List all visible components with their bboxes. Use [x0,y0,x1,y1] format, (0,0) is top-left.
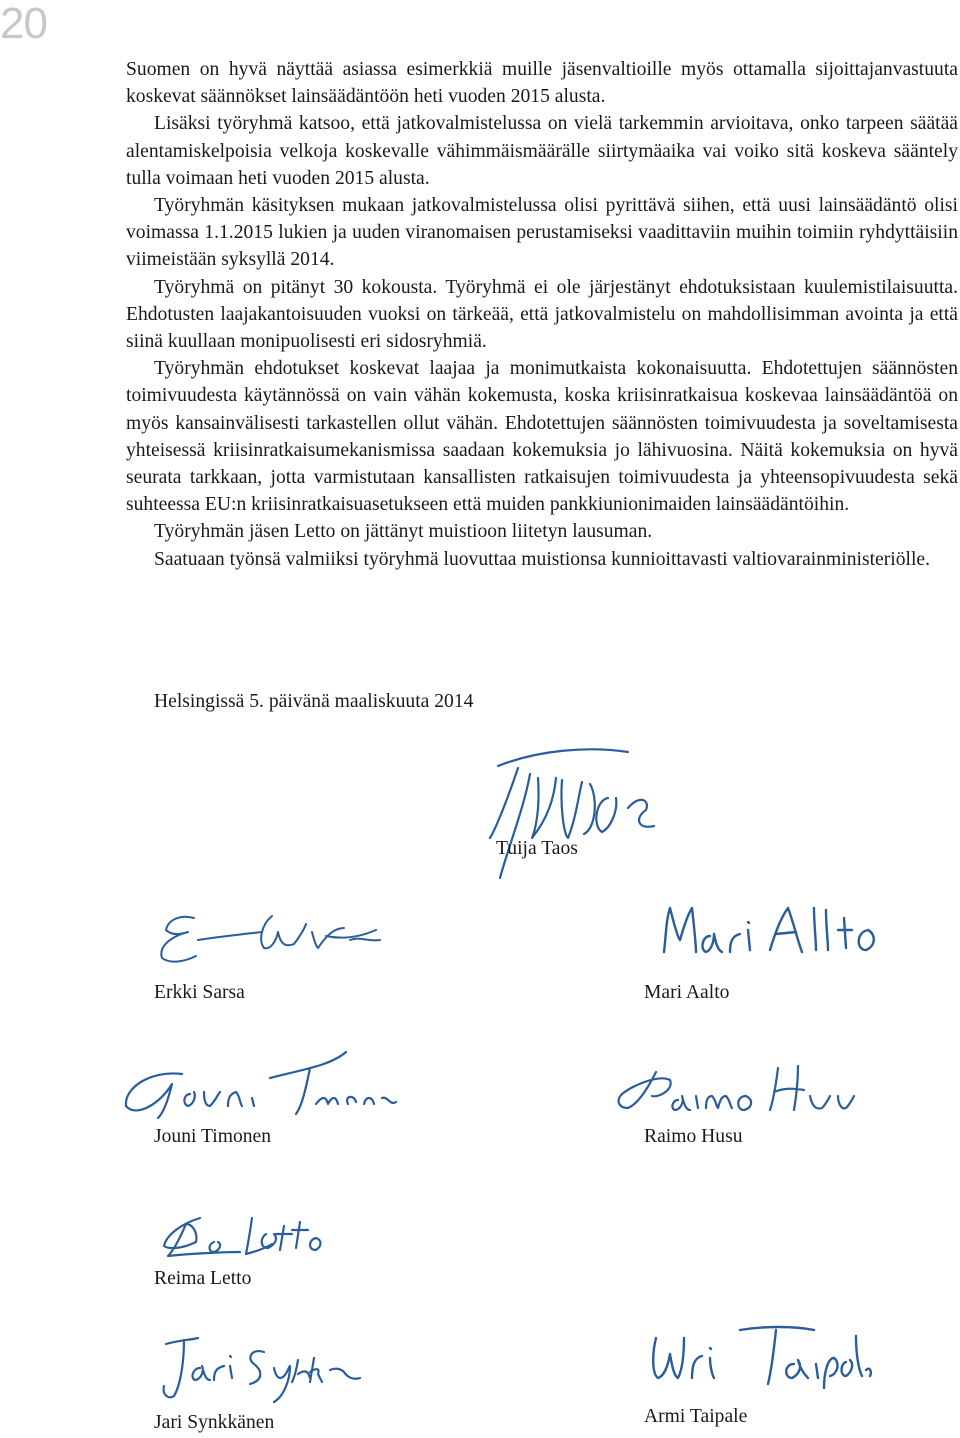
dateline: Helsingissä 5. päivänä maaliskuuta 2014 [154,691,474,712]
signatory-name: Tuija Taos [496,838,578,859]
paragraph: Työryhmän jäsen Letto on jättänyt muistioon liitetyn lausuman. [154,521,653,543]
signature-armi-taipale [644,1318,874,1398]
signature-mari-aalto [644,900,904,972]
signatory-name: Armi Taipale [644,1406,748,1427]
signature-jouni-timonen [110,1048,410,1128]
signature-reima-letto [140,1204,340,1270]
signature-tuija-taos [478,738,668,888]
paragraph: Työryhmä on pitänyt 30 kokousta. Työryhmä ei ole järjestänyt ehdotuksistaan kuulemistilaisuutta. Ehdotusten laajakantoisuuden vuoksi on tärkeää, että jatkovalmistelu on mahdollisimman avointa ja että siinä kuullaan monipuolisesti eri sidosryhmiä. [126,276,958,353]
signature-raimo-husu [598,1060,878,1126]
signatory-name: Jouni Timonen [154,1126,272,1147]
paragraph: Suomen on hyvä näyttää asiassa esimerkkiä muille jäsenvaltioille myös ottamalla sijoittajanvastuuta koskevat säännökset lainsäädäntöön heti vuoden 2015 alusta. [126,59,958,108]
signatory-name: Erkki Sarsa [154,982,245,1003]
signatory-name: Reima Letto [154,1268,252,1289]
signatory-name: Jari Synkkänen [154,1412,275,1433]
signature-erkki-sarsa [154,906,394,976]
paragraph: Saatuaan työnsä valmiiksi työryhmä luovuttaa muistionsa kunnioittavasti valtiovarainministeriölle. [154,548,930,570]
paragraph: Työryhmän ehdotukset koskevat laajaa ja monimutkaista kokonaisuutta. Ehdotettujen säännösten toimivuudesta käytännössä on vain vähän kokemusta, koska kriisinratkaisua koskevaa lainsäädäntöä on myös kansainvälisesti tarkastellen ollut vähän. Ehdotettujen säännösten toimivuudesta ja soveltamisesta yhteisessä kriisinratkaisumekanismissa saadaan kokemuksia jo lähivuosina. Näitä kokemuksia on hyvä seurata tarkkaan, jotta varmistutaan kansallisten ratkaisujen toimivuudesta ja yhteensopivuudesta sekä suhteessa EU:n kriisinratkaisuasetukseen että muiden pankkiunionimaiden lainsäädäntöihin. [126,358,958,516]
paragraph: Työryhmän käsityksen mukaan jatkovalmistelussa olisi pyrittävä siihen, että uusi lainsäädäntö olisi voimassa 1.1.2015 lukien ja uuden viranomaisen perustamiseksi vaadittaviin muihin toimiin ryhdyttäisiin viimeistään syksyllä 2014. [126,195,958,271]
signatory-name: Mari Aalto [644,982,730,1003]
page-number: 20 [0,0,47,48]
signature-jari-synkkanen [154,1330,374,1414]
memo-body [126,56,958,573]
signatory-name: Raimo Husu [644,1126,743,1147]
paragraph: Lisäksi työryhmä katsoo, että jatkovalmistelussa on vielä tarkemmin arvioitava, onko tarpeen säätää alentamiskelpoisia velkoja koskevalle vähimmäismäärälle siirtymäaika vai voiko sitä koskeva sääntely tulla voimaan heti vuoden 2015 alusta. [126,113,958,189]
